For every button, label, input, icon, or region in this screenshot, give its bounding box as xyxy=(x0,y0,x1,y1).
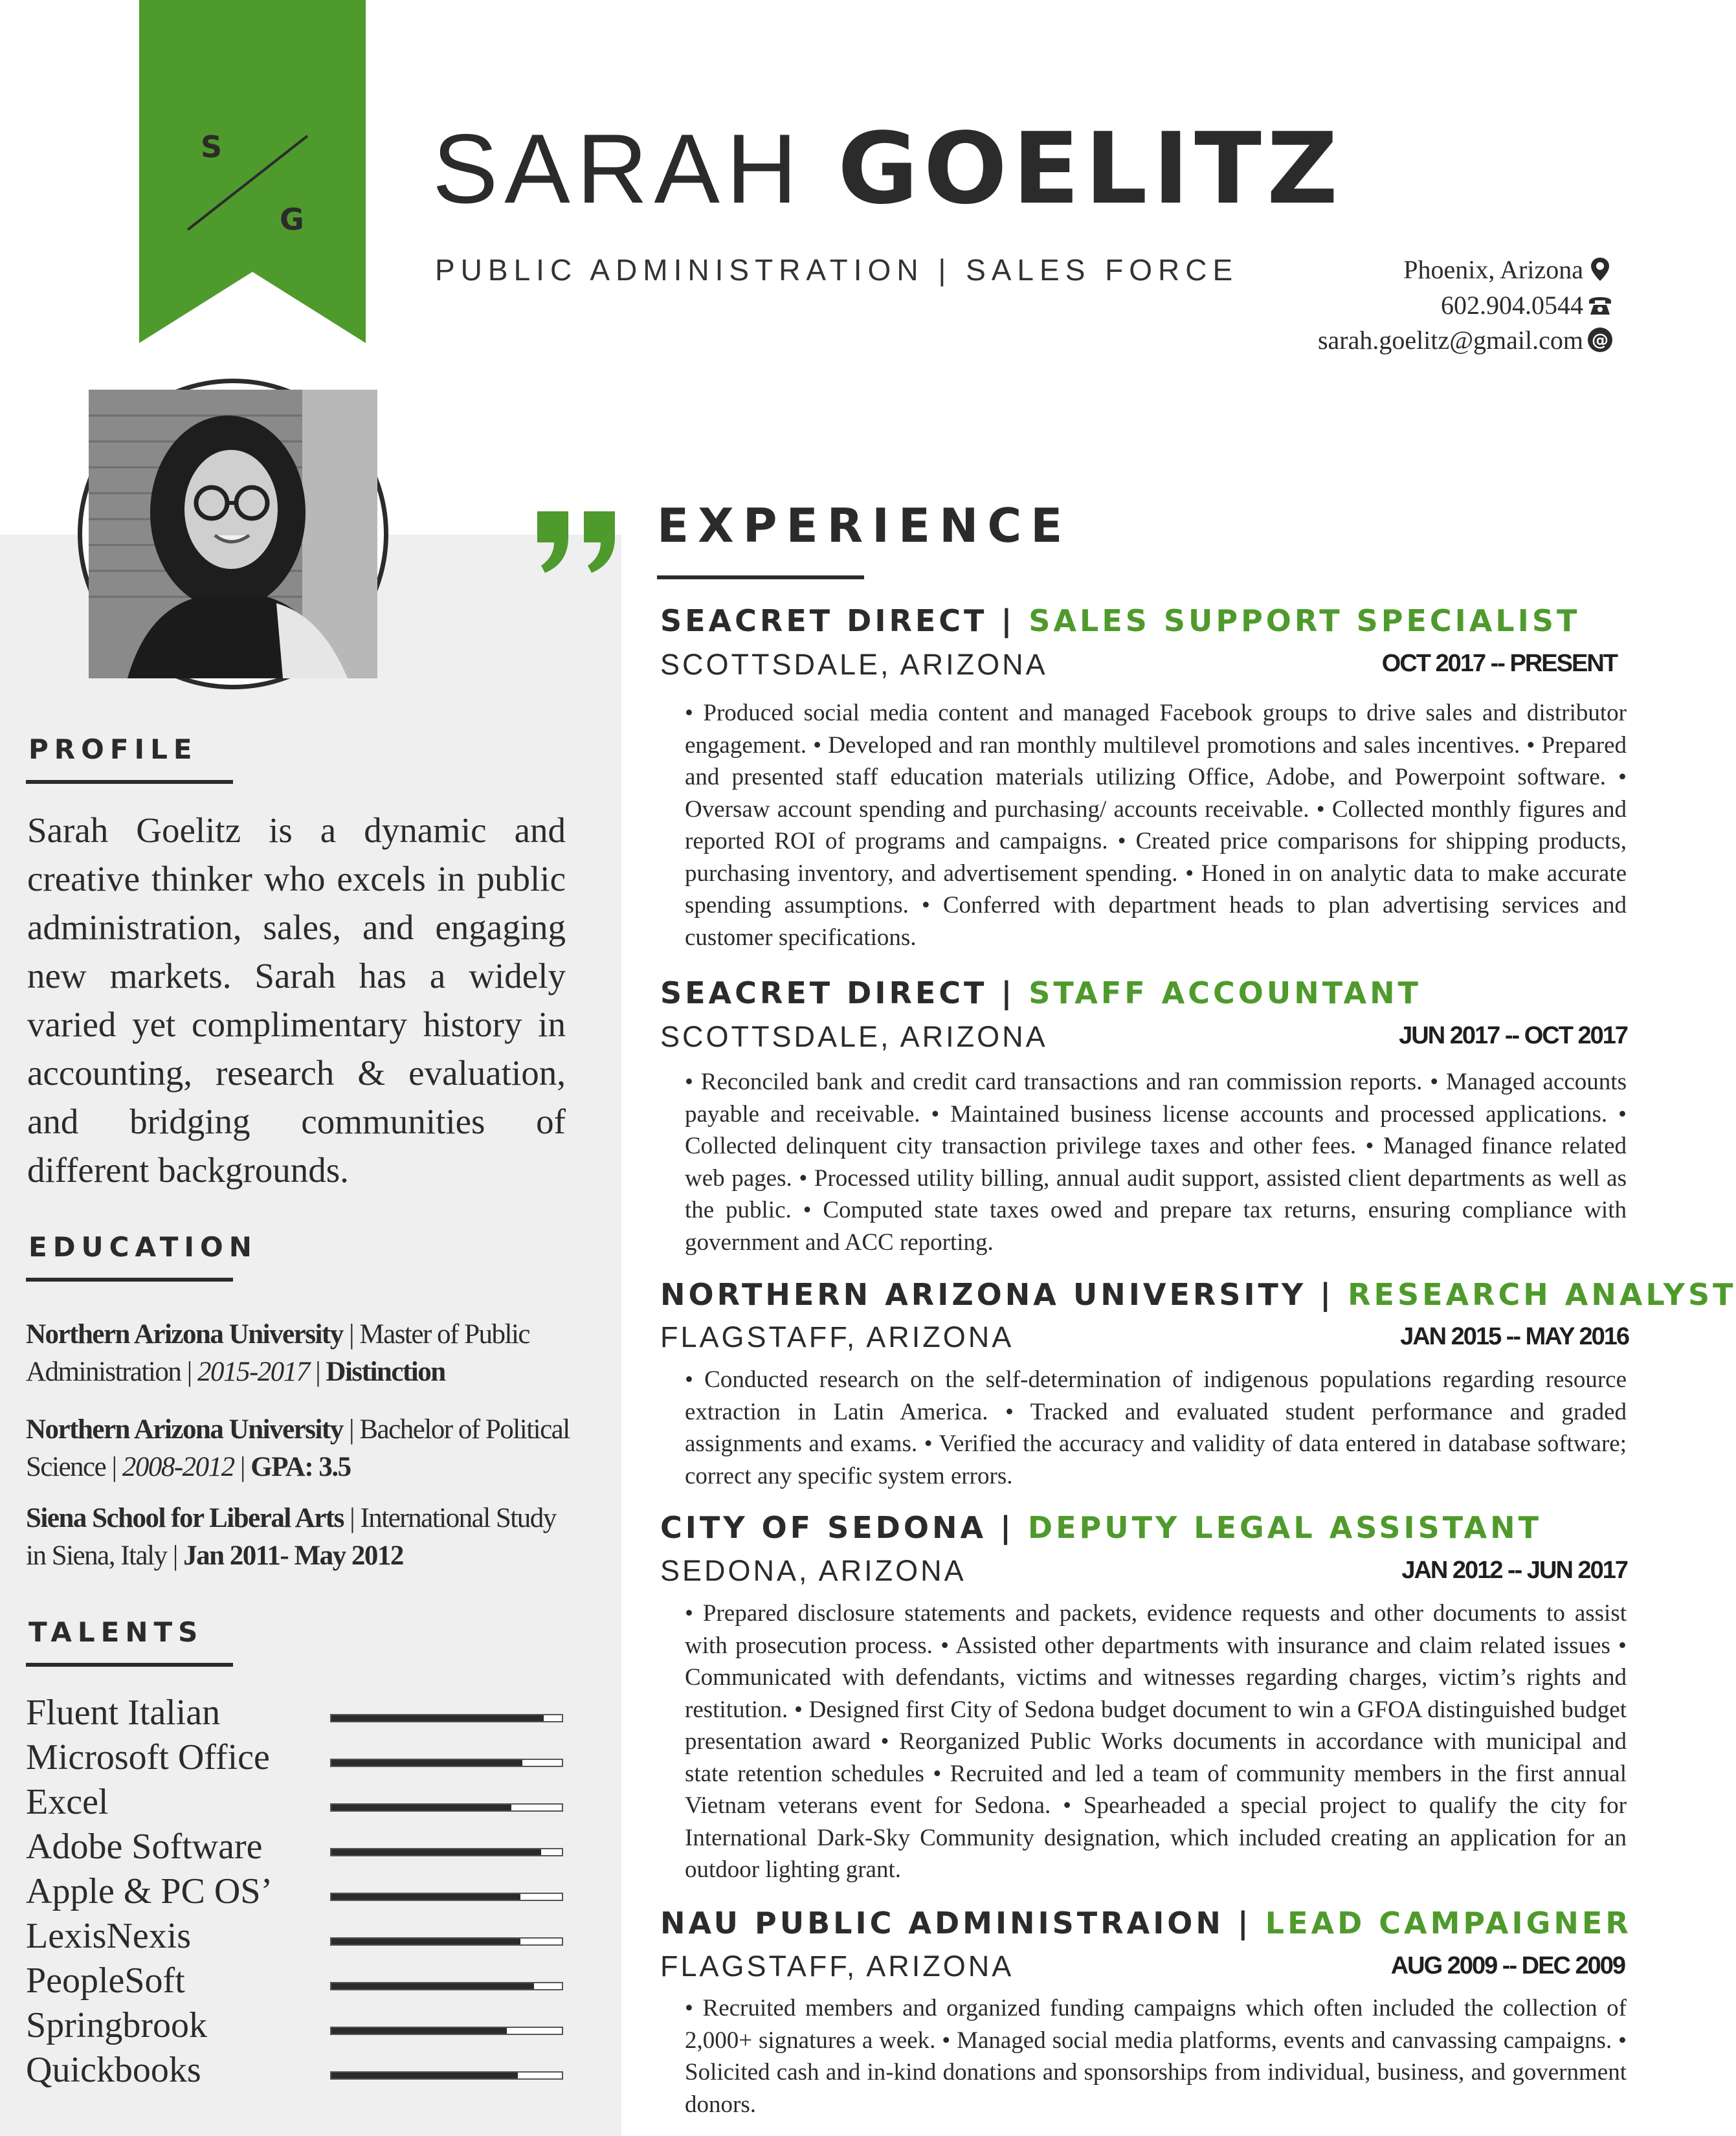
talent-level-fill xyxy=(331,2073,518,2078)
talent-level-bar xyxy=(330,1937,563,1946)
job-role: LEAD CAMPAIGNER xyxy=(1265,1906,1632,1941)
talent-name: Springbrook xyxy=(26,2005,207,2045)
talents-title: TALENTS xyxy=(28,1616,204,1648)
job-role: SALES SUPPORT SPECIALIST xyxy=(1029,603,1581,638)
education-note: Jan 2011- May 2012 xyxy=(183,1541,403,1571)
phone-text: 602.904.0544 xyxy=(1441,291,1583,320)
profile-title: PROFILE xyxy=(28,733,198,765)
separator: | xyxy=(1306,1277,1348,1312)
talent-level-bar xyxy=(330,1803,563,1812)
job-title-line xyxy=(660,603,1580,638)
experience-title-rule xyxy=(657,575,864,579)
job-title-line xyxy=(660,1277,1736,1312)
talent-level-fill xyxy=(331,1760,522,1766)
separator: | xyxy=(234,1452,251,1482)
talent-level-bar xyxy=(330,2027,563,2035)
separator: | xyxy=(181,1357,197,1387)
email-text: sarah.goelitz@gmail.com xyxy=(1317,326,1583,355)
job-description: • Prepared disclosure statements and packets, evidence requests and other documents to assist with prosecution process. • Assisted other departments with insurance and claim related issues • Communicated with defendants, victims and witnesses regarding charges, victim’s rights and restitution. • Designed first City of Sedona budget document to win a GFOA distinguished budget presentation award • Reorganized Public Works documents in accordance with municipal and state retention schedules • Recruited and led a team of community members in the first annual Vietnam veterans event for Sedona. • Spearheaded a special project to qualify the city for International Dark-Sky Community designation, which included creating an application for an outdoor lighting grant. xyxy=(685,1600,1627,1883)
candidate-name xyxy=(432,111,1344,226)
talent-level-bar xyxy=(330,2071,563,2080)
separator: | xyxy=(106,1452,122,1482)
education-title-rule xyxy=(26,1278,233,1282)
job-title-line xyxy=(660,975,1421,1010)
separator: | xyxy=(342,1414,360,1445)
job-company: CITY OF SEDONA xyxy=(660,1510,987,1545)
job-description: • Produced social media content and managed Facebook groups to drive sales and distributor engagement. • Developed and ran monthly multilevel promotions and sales incentives. • Prepared and presented staff education materials utilizing Office, Adobe, and Powerpoint software. • Oversaw account spending and purchasing/ accounts receivable. • Collected monthly figures and reported ROI of programs and campaigns. • Created price comparisons for shipping products, purchasing inventory, and advertisement spending. • Honed in on analytic data to make accurate spending assumptions. • Conferred with department heads to plan advertising services and customer specifications. xyxy=(685,700,1627,951)
education-degree: Bachelor of Political Science xyxy=(26,1414,570,1482)
talent-level-fill xyxy=(331,1983,534,1989)
location-text: Phoenix, Arizona xyxy=(1403,255,1583,284)
education-years: 2015-2017 xyxy=(197,1357,309,1387)
monogram-first-initial: S xyxy=(201,129,223,164)
monogram-last-initial: G xyxy=(280,202,304,237)
separator: | xyxy=(343,1503,361,1533)
talent-level-fill xyxy=(331,1894,520,1900)
job-role: RESEARCH ANALYST xyxy=(1348,1277,1736,1312)
job-description: • Reconciled bank and credit card transactions and ran commission reports. • Managed accounts payable and receivable. • Maintained business license accounts and processed applications. • Collected delinquent city transaction privilege taxes and other fees. • Managed finance related web pages. • Processed utility billing, annual audit support, assisted client departments as well as the public. • Computed state taxes owed and prepare tax returns, ensuring compliance with government and ACC reporting. xyxy=(685,1069,1627,1256)
at-sign-icon xyxy=(1587,327,1613,353)
education-note: Distinction xyxy=(326,1357,445,1387)
education-years: 2008-2012 xyxy=(122,1452,234,1482)
job-location: SEDONA, ARIZONA xyxy=(660,1554,966,1587)
phone-icon xyxy=(1587,292,1613,318)
job-dates: JAN 2015 -- MAY 2016 xyxy=(1400,1323,1629,1350)
job-dates: JUN 2017 -- OCT 2017 xyxy=(1399,1022,1627,1049)
talent-name: LexisNexis xyxy=(26,1916,192,1956)
profile-text: Sarah Goelitz is a dynamic and creative thinker who excels in public administration, sales, and engaging new markets. Sarah has a widely varied yet complimentary history in accounting, research & evaluation, and bridging communities of different backgrounds. xyxy=(27,810,566,1190)
job-company: SEACRET DIRECT xyxy=(660,603,988,638)
education-school: Northern Arizona University xyxy=(26,1414,343,1445)
last-name: GOELITZ xyxy=(838,111,1344,226)
talent-level-bar xyxy=(330,1893,563,1901)
job-location: FLAGSTAFF, ARIZONA xyxy=(660,1950,1014,1983)
professional-subtitle: PUBLIC ADMINISTRATION | SALES FORCE xyxy=(435,253,1239,287)
job-dates: OCT 2017 -- PRESENT xyxy=(1381,650,1617,677)
education-note: GPA: 3.5 xyxy=(250,1452,351,1482)
education-school: Northern Arizona University xyxy=(26,1319,343,1350)
education-degree: International Study in Siena, Italy xyxy=(26,1503,556,1571)
education-entry xyxy=(26,1316,570,1391)
job-description: • Recruited members and organized funding campaigns which often included the collection of 2,000+ signatures a week. • Managed social media platforms, events and canvassing campaigns. • Solicited cash and in-kind donations and sponsorships from individual, business, and government donors. xyxy=(685,1995,1627,2118)
job-company: NORTHERN ARIZONA UNIVERSITY xyxy=(660,1277,1307,1312)
job-description: • Conducted research on the self-determination of indigenous populations regarding resource extraction in Latin America. • Tracked and evaluated student performance and graded assignments and exams. • Verified the accuracy and validity of data entered in database software; correct any specific system errors. xyxy=(685,1366,1627,1489)
job-location: SCOTTSDALE, ARIZONA xyxy=(660,1020,1048,1053)
experience-title: EXPERIENCE xyxy=(657,498,1072,553)
talent-level-fill xyxy=(331,2028,507,2034)
talent-level-bar xyxy=(330,1714,563,1722)
job-location: SCOTTSDALE, ARIZONA xyxy=(660,648,1048,681)
education-entry xyxy=(26,1500,570,1575)
job-company: NAU PUBLIC ADMINISTRAION xyxy=(660,1906,1224,1941)
talent-name: Fluent Italian xyxy=(26,1693,221,1733)
education-entry xyxy=(26,1411,570,1486)
quote-mark-icon xyxy=(531,498,628,579)
job-role: STAFF ACCOUNTANT xyxy=(1029,975,1422,1010)
profile-title-rule xyxy=(26,780,233,784)
job-dates: AUG 2009 -- DEC 2009 xyxy=(1390,1952,1625,1979)
separator: | xyxy=(986,1510,1028,1545)
svg-text:@: @ xyxy=(1592,331,1608,350)
job-location: FLAGSTAFF, ARIZONA xyxy=(660,1320,1014,1353)
separator: | xyxy=(987,975,1029,1010)
talent-level-bar xyxy=(330,1848,563,1856)
separator: | xyxy=(987,603,1029,638)
contact-phone xyxy=(1030,290,1613,320)
contact-location xyxy=(1030,254,1613,285)
job-dates: JAN 2012 -- JUN 2017 xyxy=(1401,1557,1627,1584)
talent-level-bar xyxy=(330,1759,563,1767)
monogram-ribbon xyxy=(139,0,366,343)
job-role: DEPUTY LEGAL ASSISTANT xyxy=(1027,1510,1542,1545)
education-title: EDUCATION xyxy=(28,1231,258,1263)
education-degree: Master of Public Administration xyxy=(26,1319,529,1387)
contact-email xyxy=(1030,325,1613,355)
map-pin-icon xyxy=(1587,256,1613,282)
talent-name: Excel xyxy=(26,1782,109,1822)
talent-level-fill xyxy=(331,1715,544,1721)
separator: | xyxy=(166,1541,184,1571)
profile-photo xyxy=(78,379,388,689)
first-name: SARAH xyxy=(432,114,804,224)
talent-level-fill xyxy=(331,1939,520,1944)
talent-name: Adobe Software xyxy=(26,1827,263,1867)
talent-level-fill xyxy=(331,1805,511,1810)
job-company: SEACRET DIRECT xyxy=(660,975,988,1010)
talent-name: Microsoft Office xyxy=(26,1737,270,1777)
talent-level-fill xyxy=(331,1849,541,1855)
talent-name: Quickbooks xyxy=(26,2050,201,2090)
talent-name: Apple & PC OS’ xyxy=(26,1871,273,1911)
talent-name: PeopleSoft xyxy=(26,1961,185,2001)
talents-title-rule xyxy=(26,1663,233,1667)
separator: | xyxy=(309,1357,326,1387)
talent-level-bar xyxy=(330,1982,563,1990)
job-title-line xyxy=(660,1906,1632,1941)
separator: | xyxy=(342,1319,360,1350)
separator: | xyxy=(1223,1906,1265,1941)
education-school: Siena School for Liberal Arts xyxy=(26,1503,344,1533)
job-title-line xyxy=(660,1510,1542,1545)
